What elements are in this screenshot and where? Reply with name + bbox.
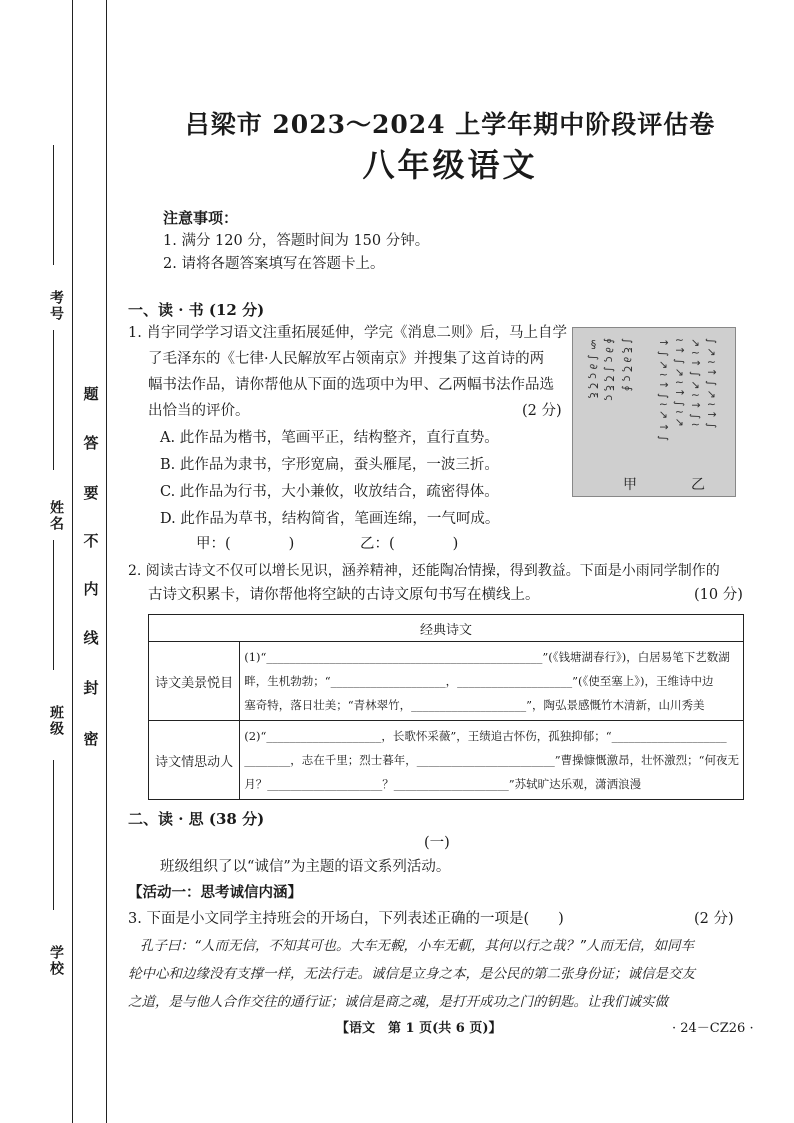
row-label-emotion: 诗文情思动人 (149, 721, 240, 800)
q1-score: (2 分) (522, 403, 562, 419)
part-label: (一) (424, 835, 450, 851)
binding-line-outer (72, 0, 73, 1123)
q1-text: 幅书法作品，请你帮他从下面的选项中为甲、乙两幅书法作品选 (148, 377, 554, 393)
handwritten-line: 之道，是与他人合作交往的通行证；诚信是商之魂，是打开成功之门的钥匙。让我们诚实做 (128, 994, 668, 1010)
school-blank (53, 760, 54, 910)
seal-char: 内 (83, 580, 99, 598)
blank-line-text[interactable]: (1)“________________________________________________”(《钱塘湖春行》)，白居易笔下艺数湖 (244, 650, 730, 664)
q2-text: 2. 阅读古诗文不仅可以增长见识，涵养精神，还能陶冶情操，得到教益。下面是小雨同学制作的 (128, 563, 720, 579)
class-label: 班级 (48, 705, 64, 737)
exam-number-blank (53, 145, 54, 265)
exam-number-label: 考号 (48, 290, 64, 322)
activity-heading: 【活动一：思考诚信内涵】 (128, 884, 302, 901)
blank-line-text[interactable]: 塞奇特，落日壮美；“青林翠竹，____________________”，陶弘景感慨竹木清新，山川秀美 (244, 698, 705, 712)
binding-line-inner (106, 0, 107, 1123)
q2-score: (10 分) (694, 587, 743, 603)
q1-answer-jia: 甲：( ) (196, 536, 295, 552)
footer-code: · 24－CZ26 · (672, 1021, 754, 1036)
handwritten-line: 轮中心和边缘没有支撑一样，无法行走。诚信是立身之本，是公民的第二张身份证；诚信是交友 (128, 966, 695, 982)
q2-text: 古诗文积累卡，请你帮他将空缺的古诗文原句书写在横线上。 (148, 587, 540, 603)
seal-char: 答 (83, 434, 99, 452)
q1-text: 了毛泽东的《七律·人民解放军占领南京》并搜集了这首诗的两 (148, 351, 545, 367)
q1-option-d: D. 此作品为草书，结构简省，笔画连绵，一气呵成。 (160, 511, 500, 527)
q1-text: 出恰当的评价。 (148, 403, 250, 419)
school-label: 学校 (48, 945, 64, 977)
q3-text: 3. 下面是小文同学主持班会的开场白，下列表述正确的一项是( ) (128, 911, 564, 927)
q1-option-b: B. 此作品为隶书，字形宽扁，蚕头雁尾，一波三折。 (160, 457, 499, 473)
calligraphy-label-jia: 甲 (623, 477, 637, 493)
seal-char: 题 (83, 385, 99, 403)
blank-line-text[interactable]: (2)“____________________，长歌怀采薇”，王绩追古怀伤，孤独抑郁；“____________________ (244, 729, 727, 743)
section-1-heading: 一、读 · 书 (12 分) (128, 301, 265, 319)
class-blank (53, 540, 54, 670)
notes-heading: 注意事项： (163, 209, 239, 227)
row-content-emotion (240, 721, 744, 800)
q1-answer-yi: 乙：( ) (360, 536, 459, 552)
section-2-intro: 班级组织了以“诚信”为主题的语文系列活动。 (160, 859, 451, 875)
exam-title: 吕梁市 2023～2024 上学年期中阶段评估卷 (184, 110, 716, 139)
seal-char: 封 (83, 679, 99, 697)
blank-line-text[interactable]: ________，志在千里；烈士暮年，________________________”曹操慷慨激昂，壮怀激烈；“何夜无 (244, 753, 739, 767)
notes-item: 2. 请将各题答案填写在答题卡上。 (163, 256, 385, 272)
section-2-heading: 二、读 · 思 (38 分) (128, 810, 265, 828)
poetry-card-table (148, 614, 744, 800)
blank-line-text[interactable]: 畔，生机勃勃；“____________________，____________________”(《使至塞上》)，王维诗中边 (244, 674, 714, 688)
calligraphy-label-yi: 乙 (691, 477, 705, 493)
calligraphy-image: § ∫ ∂ ς ζ ξ ∮ ∂ ς ∫ ζ ξ ς ∫ ξ ∂ ζ ς ∮ ↑ ∫ ↗ ≀ ↑ ∫ ≀ ↗ ↑ ∫ ≀ ↑ ∫ ↗ ≀ ↑ ∫ ≀ ↗ ↗ ≀ ↑ ∫ ↗ ≀ ↑ ∫ ≀ ∫ ↗ ≀ ↑ ∫ ↗ ≀ ↑ ∫ 甲 乙 (572, 327, 736, 497)
seal-char: 线 (83, 629, 99, 647)
q3-score: (2 分) (694, 911, 734, 927)
footer-page-info: 【语文 第 1 页(共 6 页)】 (336, 1021, 502, 1036)
q1-option-a: A. 此作品为楷书，笔画平正，结构整齐，直行直势。 (160, 430, 499, 446)
name-label: 姓名 (48, 500, 64, 532)
exam-subtitle: 八年级语文 (362, 146, 538, 184)
blank-line-text[interactable]: 月？____________________？____________________”苏轼旷达乐观，潇洒浪漫 (244, 777, 642, 791)
q1-option-c: C. 此作品为行书，大小兼攸，收放结合，疏密得体。 (160, 484, 499, 500)
seal-char: 不 (83, 532, 99, 550)
seal-char: 要 (83, 484, 99, 502)
q1-text: 1. 肖宇同学学习语文注重拓展延伸，学完《消息二则》后，马上自学 (128, 325, 567, 341)
row-content-scenery (240, 642, 744, 721)
row-label-scenery: 诗文美景悦目 (149, 642, 240, 721)
notes-item: 1. 满分 120 分，答题时间为 150 分钟。 (163, 233, 430, 249)
poetry-card-header: 经典诗文 (149, 615, 744, 642)
seal-char: 密 (83, 730, 99, 748)
handwritten-line: 孔子曰：“人而无信，不知其可也。大车无輗，小车无軏，其何以行之哉？”人而无信，如同车 (140, 938, 694, 954)
name-blank (53, 330, 54, 470)
